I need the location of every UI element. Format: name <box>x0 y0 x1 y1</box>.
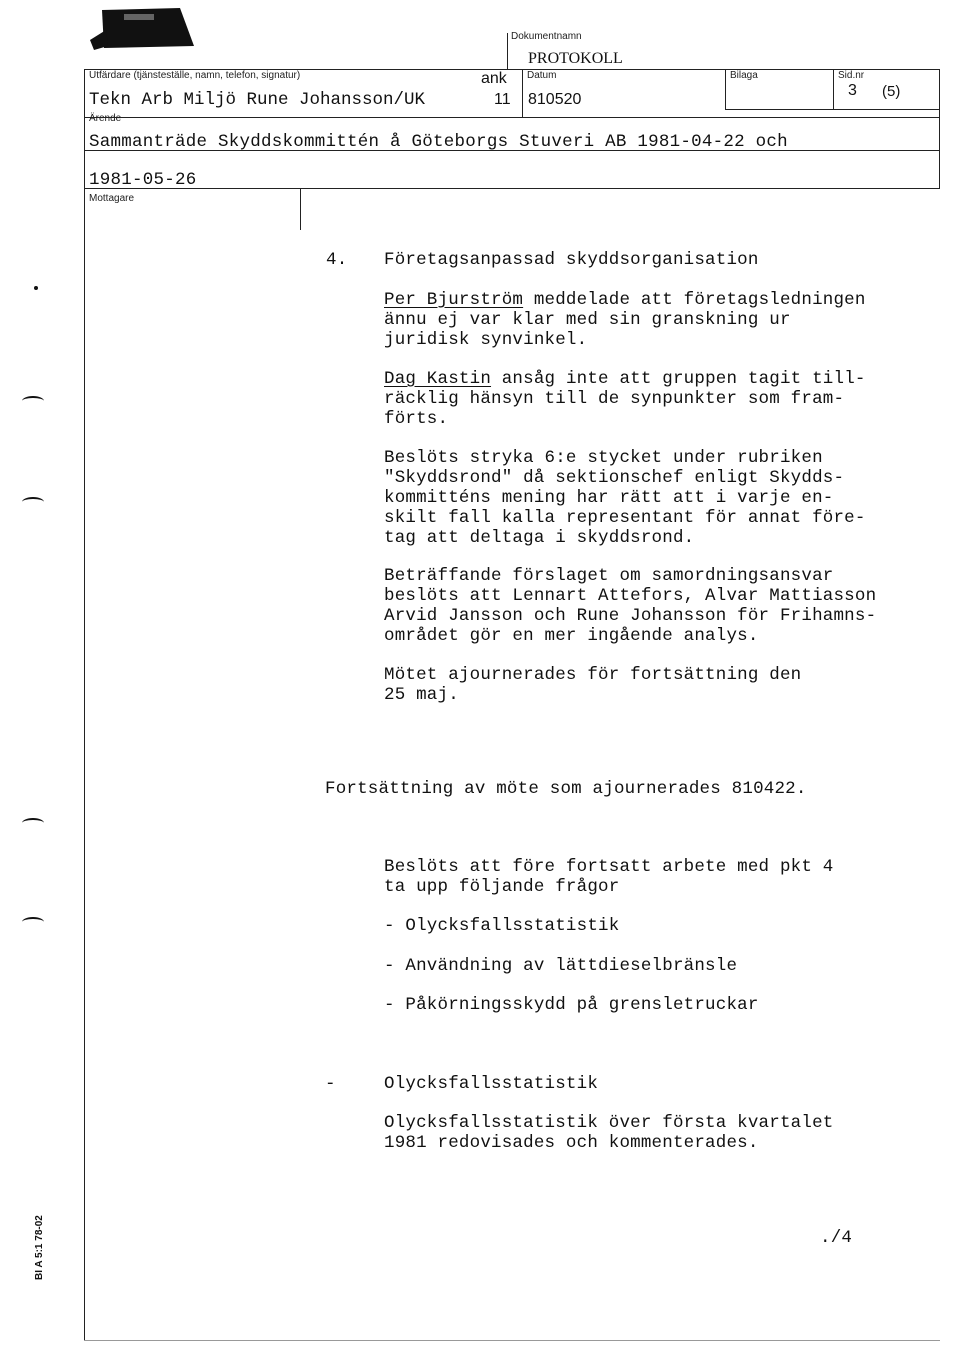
punch-dot <box>34 286 38 290</box>
list-item: - Påkörningsskydd på grensletruckar <box>384 995 759 1015</box>
date-label: Datum <box>527 70 557 81</box>
recipient-label: Mottagare <box>89 193 135 204</box>
list-item: - Olycksfallsstatistik <box>384 916 620 936</box>
paragraph-2: Dag Kastin ansåg inte att gruppen tagit till- räcklig hänsyn till de synpunkter som fram- förts. <box>384 369 866 429</box>
company-logo <box>84 6 196 52</box>
person-name: Dag Kastin <box>384 369 492 389</box>
section-title: Företagsanpassad skyddsorganisation <box>384 250 759 270</box>
page-total: (5) <box>882 83 901 100</box>
subject-line-2: 1981-05-26 <box>89 170 197 190</box>
issuer: Tekn Arb Miljö Rune Johansson/UK <box>89 90 426 110</box>
subsection-title: Olycksfallsstatistik <box>384 1074 599 1094</box>
form-code: BI A 5:1 78-02 <box>34 1215 45 1280</box>
page-number-label: Sid.nr <box>838 70 865 81</box>
list-item: - Användning av lättdieselbränsle <box>384 956 738 976</box>
paragraph-1: Per Bjurström meddelade att företagsledningen ännu ej var klar med sin granskning ur juridisk synvinkel. <box>384 290 866 350</box>
paragraph-4: Beträffande förslaget om samordningsansvar beslöts att Lennart Attefors, Alvar Mattiasson Arvid Jansson och Rune Johansson för Frihamns- området gör en mer ingående analys. <box>384 566 877 646</box>
doc-name-label: Dokumentnamn <box>511 31 582 42</box>
margin-mark <box>22 396 44 406</box>
continuation-heading: Fortsättning av möte som ajournerades 810422. <box>325 779 807 799</box>
margin-mark <box>22 497 44 507</box>
section-number: 4. <box>326 250 348 270</box>
subject-line-1: Sammanträde Skyddskommittén å Göteborgs Stuveri AB 1981-04-22 och <box>89 132 788 152</box>
paragraph-6: Beslöts att före fortsatt arbete med pkt 4 ta upp följande frågor <box>384 857 834 897</box>
paragraph-5: Mötet ajournerades för fortsättning den 25 maj. <box>384 665 802 705</box>
continued-marker: ./4 <box>820 1228 853 1248</box>
person-name: Per Bjurström <box>384 290 524 310</box>
bottom-rule <box>84 1340 940 1341</box>
subsection-dash: - <box>325 1074 336 1094</box>
paragraph-7: Olycksfallsstatistik över första kvartalet 1981 redovisades och kommenterades. <box>384 1113 834 1153</box>
margin-mark <box>22 818 44 828</box>
ank-mark: ank <box>481 70 507 87</box>
bilaga-label: Bilaga <box>730 70 758 81</box>
doc-name: PROTOKOLL <box>528 50 623 67</box>
page-number: 3 <box>848 82 857 99</box>
meeting-date: 810520 <box>528 91 582 108</box>
paragraph-3: Beslöts stryka 6:e stycket under rubriken "Skyddsrond" då sektionschef enligt Skydds- kommitténs mening har rätt att i varje en- skilt fall kalla representant för annat före- tag att deltaga i skyddsrond. <box>384 448 866 548</box>
issuer-label: Utfärdare (tjänsteställe, namn, telefon, signatur) <box>89 70 301 81</box>
issuer-ext: 11 <box>494 91 511 108</box>
margin-mark <box>22 917 44 927</box>
subject-label: Ärende <box>89 113 122 124</box>
